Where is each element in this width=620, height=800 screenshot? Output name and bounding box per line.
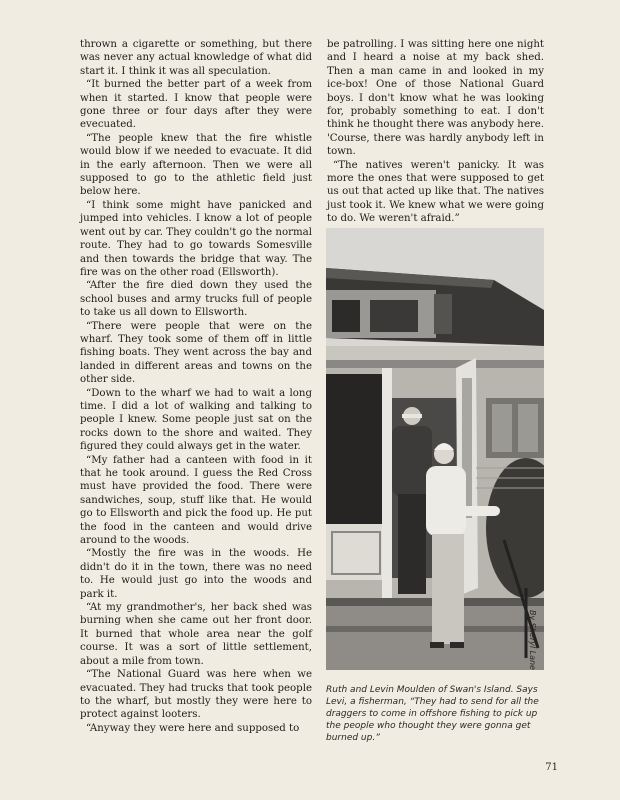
photo-caption: Ruth and Levin Moulden of Swan's Island. Says Levi, a fisherman, “They had to send for all the draggers to come in offshore fishing to pick up the people who thought they were gonna get burned up.” (326, 685, 539, 743)
paragraph: “At my grandmother's, her back shed was burning when she came out her front door. It burned that whole area near the golf course. It was a sort of little settlement, about a mile from town. (80, 602, 312, 667)
paragraph: “I think some might have panicked and jumped into vehicles. I know a lot of people went out by car. They couldn't go the normal route. They had to go towards Somesville and then towards the bridge that way. The fire was on the other road (Ellsworth). (80, 199, 312, 278)
photo-credit: By Sheryl Lane (528, 610, 537, 670)
paragraph: “The National Guard was here when we evacuated. They had trucks that took people to the wharf, but mostly they were here to protect against looters. (80, 669, 312, 721)
paragraph: “Down to the wharf we had to wait a long time. I did a lot of walking and talking to people I knew. Some people just sat on the rocks down to the shore and waited. They figured they could always get in the water. (80, 387, 312, 453)
paragraph: “The natives weren't panicky. It was more the ones that were supposed to get us out that acted up like that. The natives just took it. We knew what we were going to do. We weren't afraid.” (327, 159, 544, 225)
photograph-couple-on-porch (326, 228, 544, 670)
left-text-column (80, 38, 312, 735)
paragraph: “There were people that were on the wharf. They took some of them off in little fishing boats. They went across the bay and landed in different areas and towns on the other side. (80, 320, 312, 386)
paragraph: “It burned the better part of a week from when it started. I know that people were gone three or four days after they were evecuated. (80, 79, 312, 131)
paragraph: thrown a cigarette or something, but there was never any actual knowledge of what did start it. I think it was all speculation. (80, 39, 312, 77)
paragraph: “The people knew that the fire whistle would blow if we needed to evacuate. It did in the early afternoon. Then we were all supposed to go to the athletic field just below here. (80, 132, 312, 198)
paragraph: “My father had a canteen with food in it that he took around. I guess the Red Cross must have provided the food. There were sandwiches, soup, stuff like that. He would go to Ellsworth and pick the food up. He put the food in the canteen and would drive around to the woods. (80, 454, 312, 547)
paragraph: “Mostly the fire was in the woods. He didn't do it in the town, there was no need to. He would just go into the woods and park it. (80, 548, 312, 600)
paragraph: “After the fire died down they used the school buses and army trucks full of people to take us all down to Ellsworth. (80, 280, 312, 319)
paragraph: be patrolling. I was sitting here one night and I heard a noise at my back shed. Then a man came in and looked in my ice-box! One of those National Guard boys. I don't know what he was looking for, probably something to eat. I don't think he thought there was anybody here. 'Course, there was hardly anybody left in town. (327, 39, 544, 158)
page-number: 71 (545, 762, 558, 773)
photo-illustration (326, 228, 544, 670)
right-text-column (327, 38, 544, 226)
paragraph: “Anyway they were here and supposed to (86, 722, 300, 734)
